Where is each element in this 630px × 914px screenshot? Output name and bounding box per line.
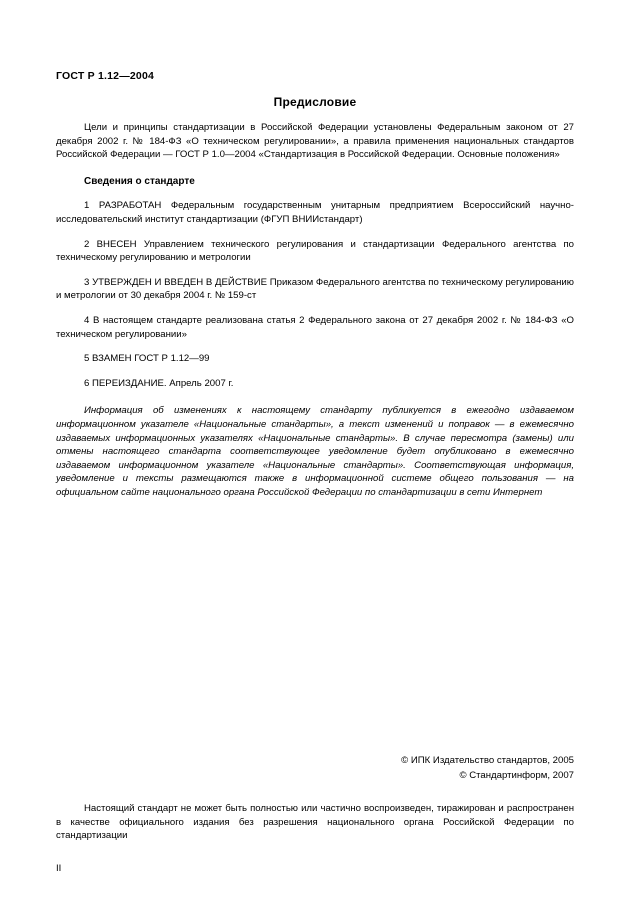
amendments-notice [56,404,574,499]
standard-info-item-2: 2 ВНЕСЕН Управлением технического регулирования и стандартизации Федерального агентства по техническому регулированию и метрологии [56,238,574,264]
standard-info-item-1: 1 РАЗРАБОТАН Федеральным государственным унитарным предприятием Всероссийский научно-исследовательский институт стандартизации (ФГУП ВНИИстандарт) [56,200,574,225]
copyright-line-publisher: © ИПК Издательство стандартов, 2005 [401,755,574,766]
page-title: Предисловие [273,95,357,109]
standard-info-heading: Сведения о стандарте [84,175,195,187]
page-number: II [56,863,62,874]
standard-code-header: ГОСТ Р 1.12—2004 [56,70,155,82]
reproduction-note [56,802,574,843]
copyright-block [56,753,574,783]
copyright-line-standartinform: © Стандартинформ, 2007 [459,770,574,781]
intro-paragraph: Цели и принципы стандартизации в Российской Федерации установлены Федеральным законом от 27 декабря 2002 г. № 184-ФЗ «О техническом регулировании», а правила применения национальных стандартов Российской Федерации — ГОСТ Р 1.0—2004 «Стандартизация в Российской Федерации. Основные положения» [56,122,574,161]
standard-info-item-4: 4 В настоящем стандарте реализована статья 2 Федерального закона от 27 декабря 2002 г. № 184-ФЗ «О техническом регулировании» [56,314,574,340]
document-body [56,121,574,499]
standard-info-item-5: 5 ВЗАМЕН ГОСТ Р 1.12—99 [84,353,210,365]
reproduction-note-text: Настоящий стандарт не может быть полностью или частично воспроизведен, тиражирован и распространен в качестве официального издания без разрешения национального органа Российской Федерации по стандартизации [56,803,574,842]
amendments-notice-text: Информация об изменениях к настоящему стандарту публикуется в ежегодно издаваемом информационном указателе «Национальные стандарты», а текст изменений и поправок — в ежемесячно издаваемых информационных указателях «Национальные стандарты». В случае пересмотра (замены) или отмены настоящего стандарта соответствующее уведомление будет опубликовано в ежемесячно издаваемом информационном указателе «Национальные стандарты». Соответствующая информация, уведомление и тексты размещаются также в информационной системе общего пользования — на официальном сайте национального органа Российской Федерации по стандартизации в сети Интернет [56,405,574,498]
standard-info-item-6: 6 ПЕРЕИЗДАНИЕ. Апрель 2007 г. [84,377,234,389]
standard-info-item-3: 3 УТВЕРЖДЕН И ВВЕДЕН В ДЕЙСТВИЕ Приказом Федерального агентства по техническому регулированию и метрологии от 30 декабря 2004 г. № 159-ст [56,276,574,302]
